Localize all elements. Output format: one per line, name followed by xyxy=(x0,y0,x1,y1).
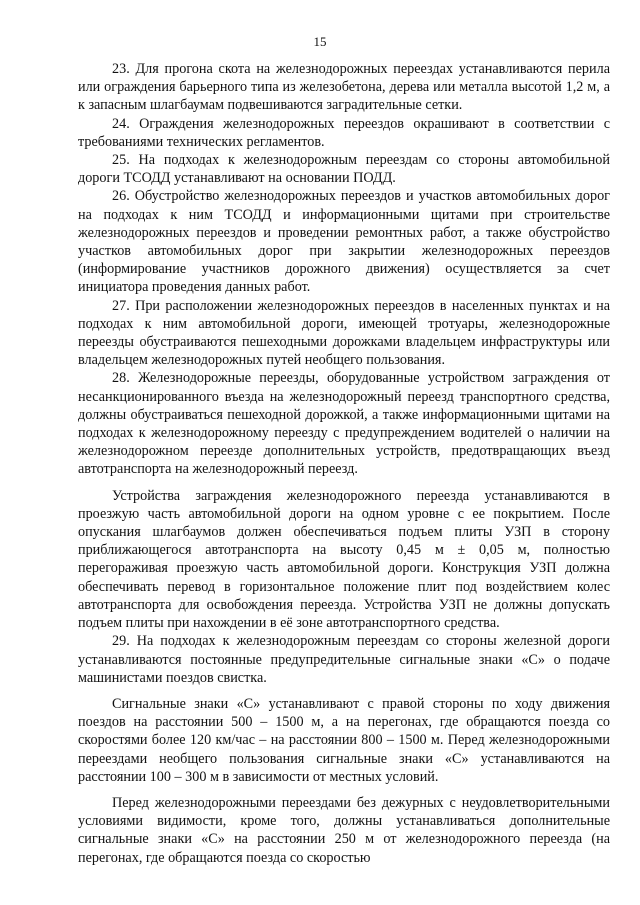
paragraph-25: 25. На подходах к железнодорожным переездам со стороны автомобильной дороги ТСОДД устанавливают на основании ПОДД. xyxy=(78,152,610,187)
paragraph-29-signal-signs: Сигнальные знаки «С» устанавливают с правой стороны по ходу движения поездов на расстоянии 500 – 1500 м, а на перегонах, где обращаются поезда со скоростями более 120 км/час – на расстоянии 800 – 1500 м. Перед железнодорожными переездами необщего пользования сигнальные знаки «С» устанавливаются на расстоянии 100 – 300 м в зависимости от местных условий. xyxy=(78,695,610,785)
paragraph-29-additional-signs: Перед железнодорожными переездами без дежурных с неудовлетворительными условиями видимости, кроме того, должны устанавливаться дополнительные сигнальные знаки «С» на расстоянии 250 м от железнодорожного переезда (на перегонах, где обращаются поезда со скоростью xyxy=(78,794,610,866)
paragraph-27: 27. При расположении железнодорожных переездов в населенных пунктах и на подходах к ним автомобильной дороги, имеющей тротуары, железнодорожные переезды обустраиваются пешеходными дорожками владельцем инфраструктуры или владельцем железнодорожных путей необщего пользования. xyxy=(78,297,610,369)
document-body xyxy=(78,60,610,867)
paragraph-28-barrier-devices: Устройства заграждения железнодорожного переезда устанавливаются в проезжую часть автомобильной дороги на одном уровне с ее покрытием. После опускания шлагбаумов должен обеспечиваться подъем плиты УЗП в сторону приближающегося автотранспорта на высоту 0,45 м ± 0,05 м, полностью перегораживая проезжую часть автомобильной дороги. Конструкция УЗП должна обеспечивать перевод в горизонтальное положение плит под воздействием колес автотранспорта для освобождения переезда. Устройства УЗП не должны допускать подъем плиты при нахождении в её зоне автотранспортного средства. xyxy=(78,487,610,632)
paragraph-23: 23. Для прогона скота на железнодорожных переездах устанавливаются перила или ограждения барьерного типа из железобетона, дерева или металла высотой 1,2 м, а к запасным шлагбаумам подвешиваются заградительные сетки. xyxy=(78,61,610,114)
paragraph-28: 28. Железнодорожные переезды, оборудованные устройством заграждения от несанкционированного въезда на железнодорожный переезд транспортного средства, должны обустраиваться пешеходной дорожкой, а также информационными щитами на подходах к железнодорожному переезду с предупреждением водителей о наличии на железнодорожном переезде дополнительных устройств, предотвращающих въезд автотранспорта на железнодорожный переезд. xyxy=(78,370,610,478)
page-number: 15 xyxy=(313,34,327,49)
paragraph-24: 24. Ограждения железнодорожных переездов окрашивают в соответствии с требованиями технических регламентов. xyxy=(78,115,610,150)
paragraph-29: 29. На подходах к железнодорожным переездам со стороны железной дороги устанавливаются постоянные предупредительные сигнальные знаки «С» о подаче машинистами поездов свистка. xyxy=(78,633,610,686)
paragraph-26: 26. Обустройство железнодорожных переездов и участков автомобильных дорог на подходах к ним ТСОДД и информационными щитами при строительстве железнодорожных переездов и проведении ремонтных работ, а также обустройство участков автомобильных дорог при закрытии железнодорожных переездов (информирование участников дорожного движения) осуществляется за счет инициатора проведения данных работ. xyxy=(78,188,610,296)
